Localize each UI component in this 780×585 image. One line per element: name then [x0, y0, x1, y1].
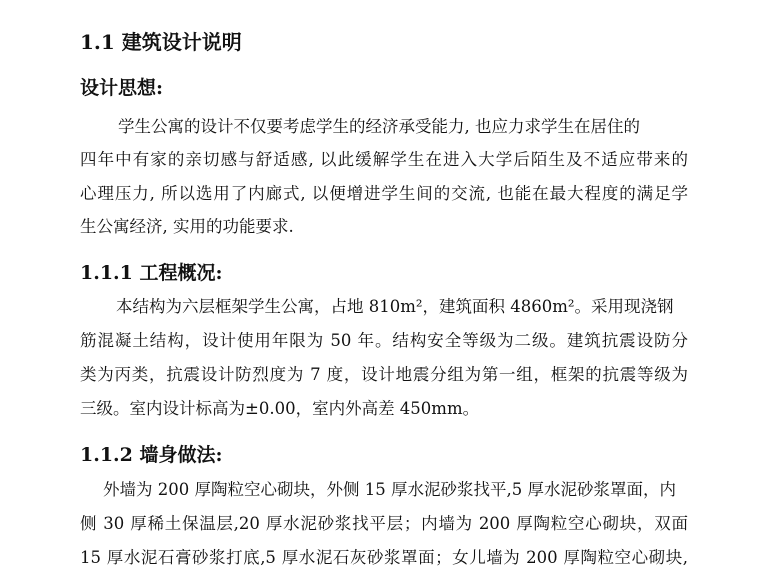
wall-line-1: 外墙为 200 厚陶粒空心砌块，外侧 15 厚水泥砂浆找平,5 厚水泥砂浆罩面，内: [103, 480, 676, 499]
wall-line-3: 15 厚水泥石膏砂浆打底,5 厚水泥石灰砂浆罩面；女儿墙为 200 厚陶粒空心砌块,: [80, 548, 688, 567]
wall-line-2: 侧 30 厚稀土保温层,20 厚水泥砂浆找平层；内墙为 200 厚陶粒空心砌块，双面: [80, 514, 688, 533]
project-line-2: 筋混凝土结构，设计使用年限为 50 年。结构安全等级为二级。建筑抗震设防分: [80, 331, 688, 350]
heading-project-overview: 1.1.1 工程概况:: [80, 262, 223, 284]
project-line-4: 三级。室内设计标高为±0.00，室内外高差 450mm。: [80, 399, 480, 418]
heading-design-idea: 设计思想:: [80, 77, 164, 99]
section-heading-main: 1.1 建筑设计说明: [80, 30, 242, 54]
design-idea-line-3: 心理压力, 所以选用了内廊式, 以便增进学生间的交流, 也能在最大程度的满足学: [80, 184, 688, 203]
design-idea-line-2: 四年中有家的亲切感与舒适感, 以此缓解学生在进入大学后陌生及不适应带来的: [80, 150, 688, 169]
design-idea-line-1: 学生公寓的设计不仅要考虑学生的经济承受能力, 也应力求学生在居住的: [118, 117, 640, 136]
project-line-1: 本结构为六层框架学生公寓，占地 810m²，建筑面积 4860m²。采用现浇钢: [116, 297, 674, 316]
heading-wall-construction: 1.1.2 墙身做法:: [80, 444, 223, 466]
design-idea-line-4: 生公寓经济, 实用的功能要求.: [80, 217, 294, 236]
project-line-3: 类为丙类，抗震设计防烈度为 7 度，设计地震分组为第一组，框架的抗震等级为: [80, 365, 688, 384]
